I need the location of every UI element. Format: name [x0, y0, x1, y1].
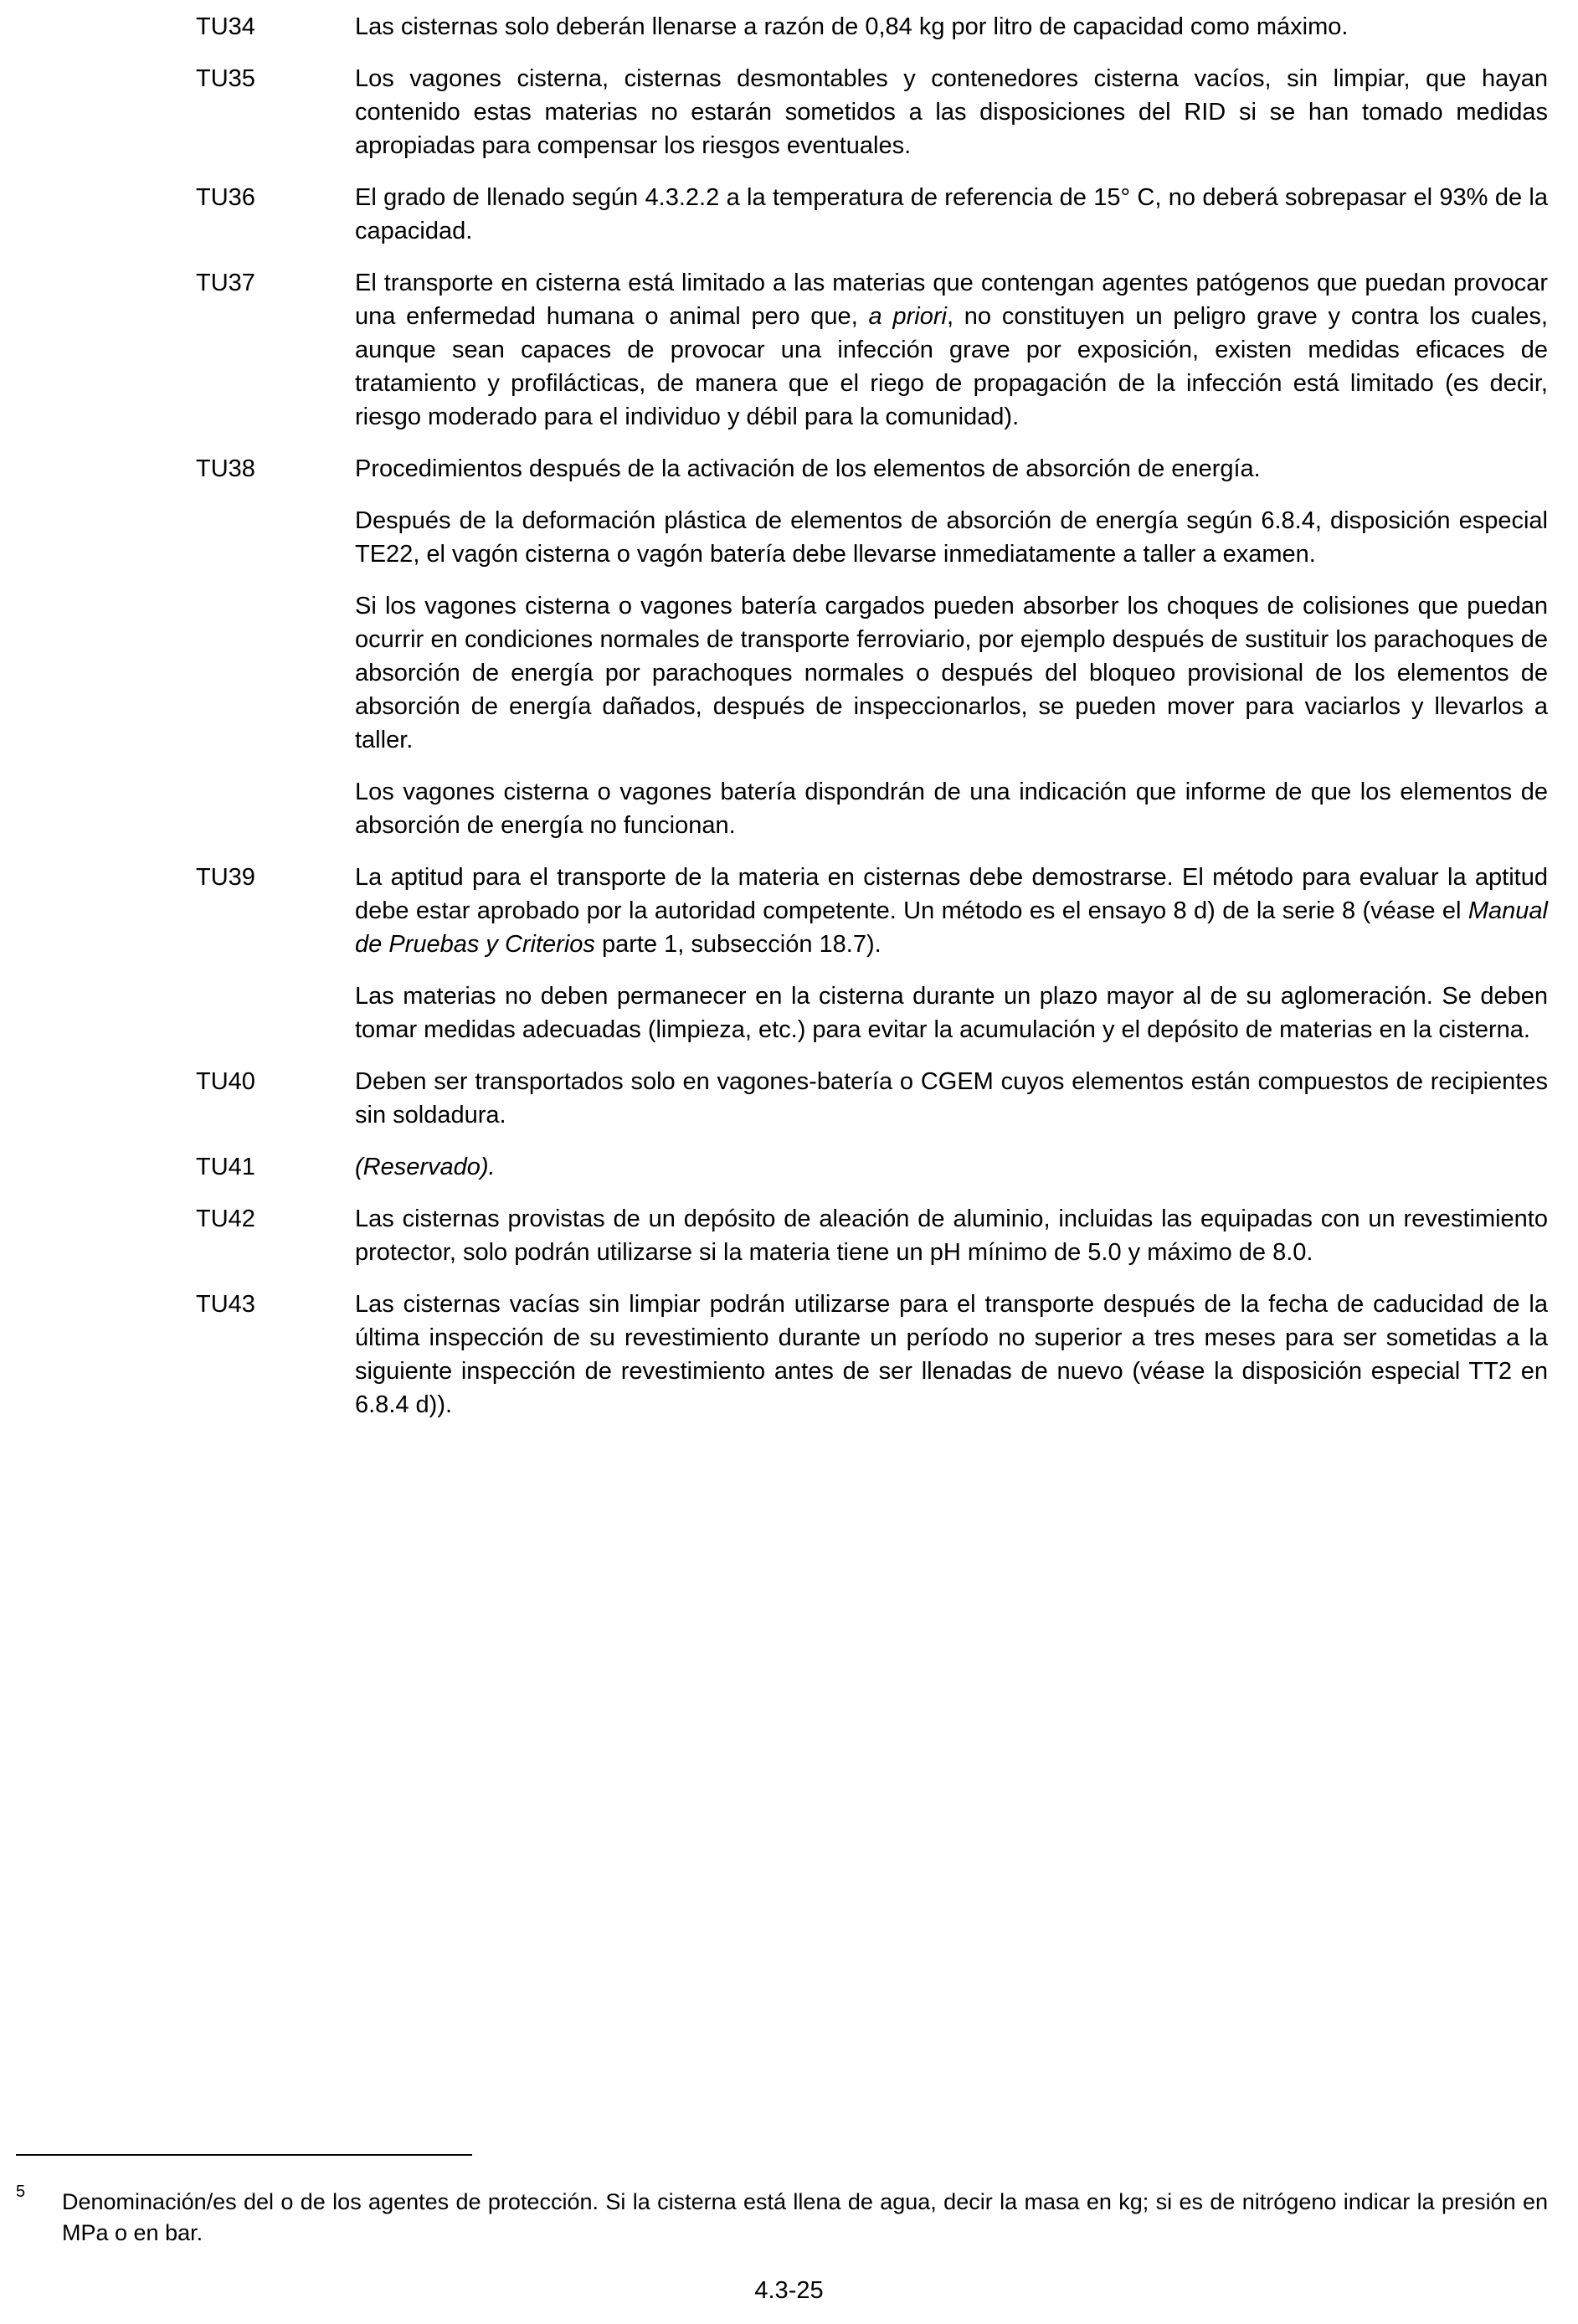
provision-code: TU39	[196, 864, 255, 891]
italic-text: Manual de Pruebas y Criterios	[355, 897, 1548, 958]
provision-paragraph	[355, 62, 1548, 162]
provision-entry	[0, 861, 1578, 1046]
text-run: Los vagones cisterna o vagones batería dispondrán de una indicación que informe de que los elementos de absorción de energía no funcionan.	[355, 779, 1548, 839]
provision-code: TU41	[196, 1154, 255, 1180]
provision-paragraph	[355, 1288, 1548, 1422]
text-run: El transporte en cisterna está limitado a las materias que contengan agentes patógenos que puedan provocar una enfermedad humana o animal pero que,	[355, 270, 1548, 330]
provision-paragraph	[355, 10, 1548, 44]
provision-entry	[0, 1150, 1578, 1184]
text-run: Después de la deformación plástica de elementos de absorción de energía según 6.8.4, disposición especial TE22, el vagón cisterna o vagón batería debe llevarse inmediatamente a taller a examen.	[355, 507, 1548, 568]
provision-paragraph	[355, 181, 1548, 248]
provision-entry	[0, 62, 1578, 162]
provision-entry	[0, 10, 1578, 44]
provision-code: TU40	[196, 1068, 255, 1095]
provision-paragraph	[355, 861, 1548, 961]
provision-entry	[0, 1065, 1578, 1132]
provision-paragraph	[355, 1065, 1548, 1132]
text-run: Procedimientos después de la activación de los elementos de absorción de energía.	[355, 455, 1261, 482]
text-run: , no constituyen un peligro grave y contra los cuales, aunque sean capaces de provocar una infección grave por exposición, existen medidas eficaces de tratamiento y profilácticas, de manera que el riego de propagación de la infección está limitado (es decir, riesgo moderado para el individuo y débil para la comunidad).	[355, 303, 1548, 430]
text-run: El grado de llenado según 4.3.2.2 a la temperatura de referencia de 15° C, no deberá sobrepasar el 93% de la capacidad.	[355, 184, 1548, 244]
provision-code: TU38	[196, 455, 255, 482]
provision-code: TU43	[196, 1291, 255, 1318]
provision-text	[355, 1065, 1548, 1132]
text-run: Las cisternas vacías sin limpiar podrán utilizarse para el transporte después de la fecha de caducidad de la última inspección de su revestimiento durante un período no superior a tres meses para ser sometidas a la siguiente inspección de revestimiento antes de ser llenadas de nuevo (véase la disposición especial TT2 en 6.8.4 d)).	[355, 1291, 1548, 1418]
provision-code: TU34	[196, 13, 255, 40]
text-run: Los vagones cisterna, cisternas desmontables y contenedores cisterna vacíos, sin limpiar, que hayan contenido estas materias no estarán sometidos a las disposiciones del RID si se han tomado medidas apropiadas para compensar los riesgos eventuales.	[355, 65, 1548, 159]
provision-code: TU37	[196, 270, 255, 296]
footnote-separator	[16, 2154, 472, 2156]
provision-text	[355, 452, 1548, 842]
text-run: Si los vagones cisterna o vagones batería cargados pueden absorber los choques de colisiones que puedan ocurrir en condiciones normales de transporte ferroviario, por ejemplo después de sustituir los parachoques de absorción de energía por parachoques normales o después del bloqueo provisional de los elementos de absorción de energía dañados, después de inspeccionarlos, se pueden mover para vaciarlos y llevarlos a taller.	[355, 593, 1548, 753]
provision-paragraph	[355, 979, 1548, 1046]
provision-text	[355, 10, 1548, 44]
provision-text	[355, 1150, 1548, 1184]
text-run: Las cisternas solo deberán llenarse a razón de 0,84 kg por litro de capacidad como máximo.	[355, 13, 1349, 40]
provision-paragraph	[355, 452, 1548, 486]
provision-paragraph	[355, 589, 1548, 757]
provision-code: TU35	[196, 65, 255, 92]
provision-code: TU36	[196, 184, 255, 211]
provision-text	[355, 861, 1548, 1046]
provision-code: TU42	[196, 1206, 255, 1232]
text-run: Las materias no deben permanecer en la cisterna durante un plazo mayor al de su aglomeración. Se deben tomar medidas adecuadas (limpieza, etc.) para evitar la acumulación y el depósito de materias en la cisterna.	[355, 983, 1548, 1043]
text-run: Deben ser transportados solo en vagones-batería o CGEM cuyos elementos están compuestos de recipientes sin soldadura.	[355, 1068, 1548, 1129]
provision-text	[355, 181, 1548, 248]
provision-entry	[0, 266, 1578, 434]
provision-paragraph	[355, 1202, 1548, 1269]
italic-text: (Reservado).	[355, 1154, 496, 1180]
footnote-text: Denominación/es del o de los agentes de protección. Si la cisterna está llena de agua, decir la masa en kg; si es de nitrógeno indicar la presión en MPa o en bar.	[62, 2189, 1548, 2245]
text-run: parte 1, subsección 18.7).	[594, 931, 882, 958]
provision-paragraph	[355, 775, 1548, 842]
text-run: La aptitud para el transporte de la materia en cisternas debe demostrarse. El método para evaluar la aptitud debe estar aprobado por la autoridad competente. Un método es el ensayo 8 d) de la serie 8 (véase el	[355, 864, 1548, 924]
provision-paragraph	[355, 266, 1548, 434]
provision-text	[355, 62, 1548, 162]
italic-text: a priori	[868, 303, 947, 330]
footnote-marker: 5	[16, 2183, 26, 2201]
provision-entry	[0, 1202, 1578, 1269]
provision-entry	[0, 1288, 1578, 1422]
provision-paragraph	[355, 504, 1548, 571]
provision-text	[355, 266, 1548, 434]
provision-text	[355, 1202, 1548, 1269]
provision-text	[355, 1288, 1548, 1422]
provision-entry	[0, 452, 1578, 842]
provision-entry	[0, 181, 1578, 248]
provision-paragraph	[355, 1150, 1548, 1184]
text-run: Las cisternas provistas de un depósito de aleación de aluminio, incluidas las equipadas con un revestimiento protector, solo podrán utilizarse si la materia tiene un pH mínimo de 5.0 y máximo de 8.0.	[355, 1206, 1548, 1266]
page-number: 4.3-25	[754, 2277, 824, 2304]
special-provisions-list	[0, 10, 1578, 1440]
